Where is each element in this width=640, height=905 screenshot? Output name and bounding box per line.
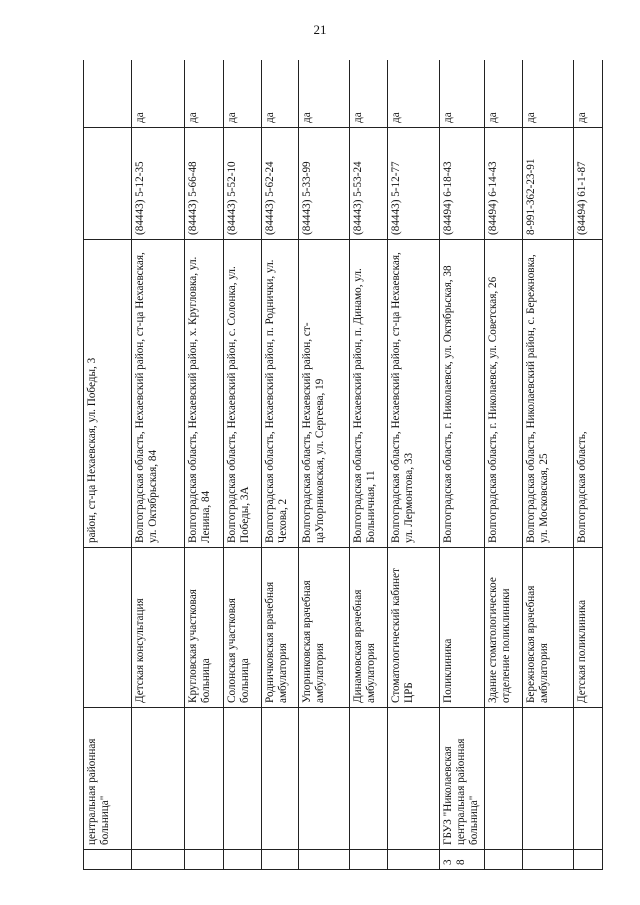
organization-name xyxy=(350,708,388,850)
table-row xyxy=(522,60,573,870)
table-row xyxy=(84,60,132,870)
table-row xyxy=(223,60,261,870)
address: Волгоградская область, г. Николаевск, ул. Советская, 26 xyxy=(484,240,522,548)
availability-flag: да xyxy=(574,60,603,128)
table-row xyxy=(388,60,439,870)
subdivision-name: Здание стоматологическое отделение поликлиники xyxy=(484,548,522,708)
availability-flag: да xyxy=(439,60,484,128)
table-row xyxy=(184,60,223,870)
availability-flag: да xyxy=(350,60,388,128)
page-number: 21 xyxy=(313,22,327,37)
subdivision-name: Бережновская врачебная амбулатория xyxy=(522,548,573,708)
address: Волгоградская область, Нехаевский район, ст-ца Нехаевская, ул. Октябрьская, 84 xyxy=(132,240,184,548)
availability-flag: да xyxy=(132,60,184,128)
rotated-page xyxy=(83,60,603,870)
availability-flag: да xyxy=(298,60,349,128)
address: Волгоградская область, xyxy=(574,240,603,548)
row-number: 38 xyxy=(439,850,484,870)
row-number xyxy=(350,850,388,870)
row-number xyxy=(298,850,349,870)
organization-name xyxy=(484,708,522,850)
row-number xyxy=(388,850,439,870)
subdivision-name: Солонская участковая больница xyxy=(223,548,261,708)
table-row xyxy=(298,60,349,870)
organization-name xyxy=(522,708,573,850)
availability-flag: да xyxy=(388,60,439,128)
organization-name: ГБУЗ "Николаевская центральная районная больница" xyxy=(439,708,484,850)
organization-name: центральная районная больница" xyxy=(84,708,132,850)
phone: 8-991-362-23-91 xyxy=(522,128,573,240)
subdivision-name: Родничковская врачебная амбулатория xyxy=(261,548,298,708)
subdivision-name: Детская поликлиника xyxy=(574,548,603,708)
organization-name xyxy=(223,708,261,850)
address: Волгоградская область, Николаевский район, с. Бережновка, ул. Московская, 25 xyxy=(522,240,573,548)
facilities-table xyxy=(83,60,603,870)
phone: (84494) 6-18-43 xyxy=(439,128,484,240)
phone: (84443) 5-62-24 xyxy=(261,128,298,240)
row-number xyxy=(223,850,261,870)
address: Волгоградская область, г. Николаевск, ул. Октябрьская, 38 xyxy=(439,240,484,548)
organization-name xyxy=(132,708,184,850)
phone xyxy=(84,128,132,240)
organization-name xyxy=(388,708,439,850)
table-row xyxy=(350,60,388,870)
subdivision-name: Упорниковская врачебная амбулатория xyxy=(298,548,349,708)
row-number xyxy=(84,850,132,870)
subdivision-name: Поликлиника xyxy=(439,548,484,708)
table-row xyxy=(132,60,184,870)
table-row xyxy=(439,60,484,870)
availability-flag: да xyxy=(223,60,261,128)
address: Волгоградская область, Нехаевский район, ст-ца Нехаевская, ул. Лермонтова, 33 xyxy=(388,240,439,548)
table-row xyxy=(484,60,522,870)
address: район, ст-ца Нехаевская, ул. Победы, 3 xyxy=(84,240,132,548)
address: Волгоградская область, Нехаевский район, п. Динамо, ул. Больничная, 11 xyxy=(350,240,388,548)
organization-name xyxy=(184,708,223,850)
table-row xyxy=(261,60,298,870)
availability-flag: да xyxy=(184,60,223,128)
availability-flag: да xyxy=(261,60,298,128)
phone: (84494) 61-1-87 xyxy=(574,128,603,240)
availability-flag: да xyxy=(484,60,522,128)
table-row xyxy=(574,60,603,870)
row-number xyxy=(261,850,298,870)
subdivision-name: Динамовская врачебная амбулатория xyxy=(350,548,388,708)
phone: (84494) 6-14-43 xyxy=(484,128,522,240)
subdivision-name: Кругловская участковая больница xyxy=(184,548,223,708)
phone: (84443) 5-33-99 xyxy=(298,128,349,240)
availability-flag: да xyxy=(522,60,573,128)
phone: (84443) 5-53-24 xyxy=(350,128,388,240)
address: Волгоградская область, Нехаевский район, с. Солонка, ул. Победы, 3А xyxy=(223,240,261,548)
organization-name xyxy=(261,708,298,850)
subdivision-name: Стоматологический кабинет ЦРБ xyxy=(388,548,439,708)
row-number xyxy=(132,850,184,870)
phone: (84443) 5-12-77 xyxy=(388,128,439,240)
availability-flag xyxy=(84,60,132,128)
phone: (84443) 5-52-10 xyxy=(223,128,261,240)
organization-name xyxy=(298,708,349,850)
row-number xyxy=(574,850,603,870)
subdivision-name xyxy=(84,548,132,708)
address: Волгоградская область, Нехаевский район, х. Кругловка, ул. Ленина, 84 xyxy=(184,240,223,548)
row-number xyxy=(522,850,573,870)
phone: (84443) 5-12-35 xyxy=(132,128,184,240)
address: Волгоградская область, Нехаевский район, п. Роднички, ул. Чехова, 2 xyxy=(261,240,298,548)
subdivision-name: Детская консультация xyxy=(132,548,184,708)
address: Волгоградская область, Нехаевский район, ст-цаУпорниковская, ул. Сергеева, 19 xyxy=(298,240,349,548)
row-number xyxy=(184,850,223,870)
row-number xyxy=(484,850,522,870)
phone: (84443) 5-66-48 xyxy=(184,128,223,240)
organization-name xyxy=(574,708,603,850)
